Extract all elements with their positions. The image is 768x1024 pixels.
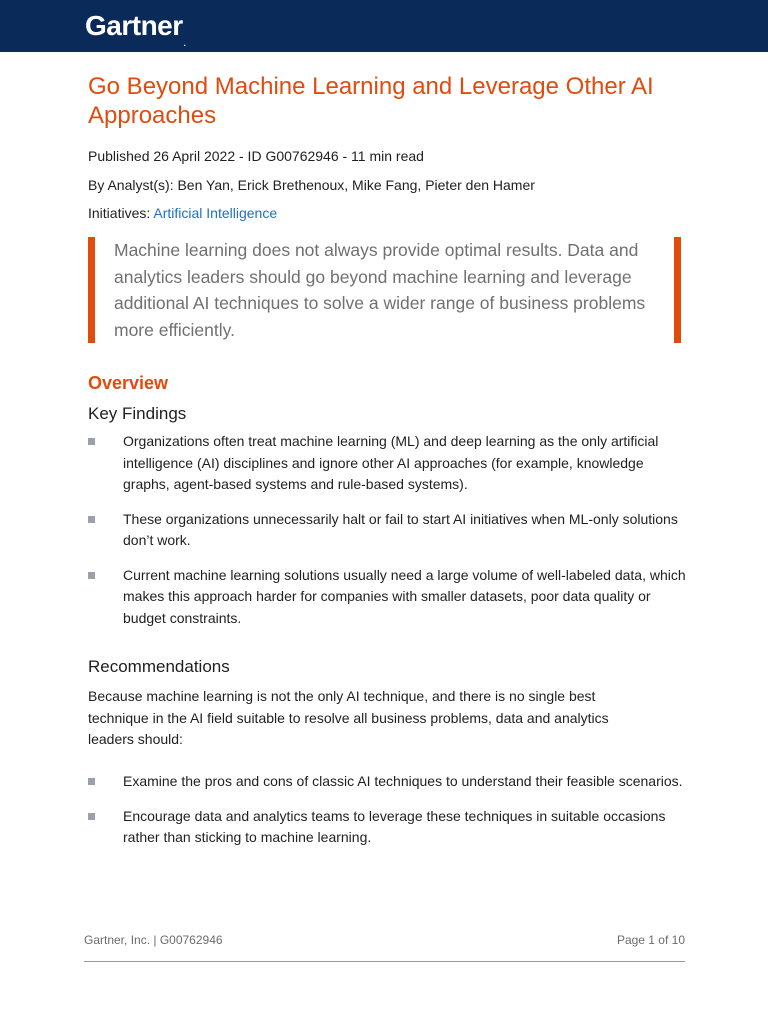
list-item — [88, 431, 688, 496]
initiatives-line — [88, 204, 277, 222]
callout-right-bar — [674, 237, 681, 343]
finding-text: These organizations unnecessarily halt or fail to start AI initiatives when ML-only solutions don’t work. — [123, 510, 678, 548]
list-item — [88, 565, 688, 630]
list-item — [88, 509, 688, 552]
analysts-line: By Analyst(s): Ben Yan, Erick Brethenoux, Mike Fang, Pieter den Hamer — [88, 177, 535, 193]
bullet-square-icon — [88, 813, 95, 820]
key-findings-heading: Key Findings — [88, 404, 187, 423]
footer-page-number: Page 1 of 10 — [616, 933, 685, 947]
overview-heading: Overview — [88, 373, 169, 393]
bullet-square-icon — [88, 516, 95, 523]
summary-text: Machine learning does not always provide optimal results. Data and analytics leaders should go beyond machine learning and leverage additional AI techniques to solve a wider range of business problems more efficiently. — [114, 240, 646, 340]
header-bar — [0, 0, 768, 52]
recommendations-list — [88, 771, 688, 862]
list-item — [88, 806, 688, 849]
footer-divider — [84, 961, 685, 962]
key-findings-list — [88, 431, 688, 642]
initiatives-link[interactable]: Artificial Intelligence — [153, 205, 278, 221]
gartner-logo: Gartner. — [85, 10, 186, 48]
initiatives-label: Initiatives: — [88, 205, 154, 221]
finding-text: Current machine learning solutions usually need a large volume of well-labeled data, which makes this approach harder for companies with smaller datasets, poor data quality or budget constraints. — [123, 566, 686, 626]
document-title: Go Beyond Machine Learning and Leverage Other AI Approaches — [88, 73, 654, 129]
recommendation-text: Encourage data and analytics teams to leverage these techniques in suitable occasions rather than sticking to machine learning. — [123, 807, 666, 845]
bullet-square-icon — [88, 438, 95, 445]
recommendations-intro: Because machine learning is not the only AI technique, and there is no single best technique in the AI field suitable to resolve all business problems, data and analytics leaders should: — [88, 688, 609, 747]
list-item — [88, 771, 688, 793]
summary-callout — [88, 237, 681, 343]
published-line: Published 26 April 2022 - ID G00762946 - 11 min read — [88, 148, 424, 164]
callout-left-bar — [88, 237, 95, 343]
bullet-square-icon — [88, 572, 95, 579]
finding-text: Organizations often treat machine learning (ML) and deep learning as the only artificial intelligence (AI) disciplines and ignore other AI approaches (for example, knowledge graphs, agent-based systems and rule-based systems). — [123, 433, 659, 492]
recommendations-heading: Recommendations — [88, 657, 230, 676]
recommendation-text: Examine the pros and cons of classic AI techniques to understand their feasible scenarios. — [123, 773, 683, 789]
footer-doc-id: Gartner, Inc. | G00762946 — [84, 933, 223, 947]
bullet-square-icon — [88, 778, 95, 785]
